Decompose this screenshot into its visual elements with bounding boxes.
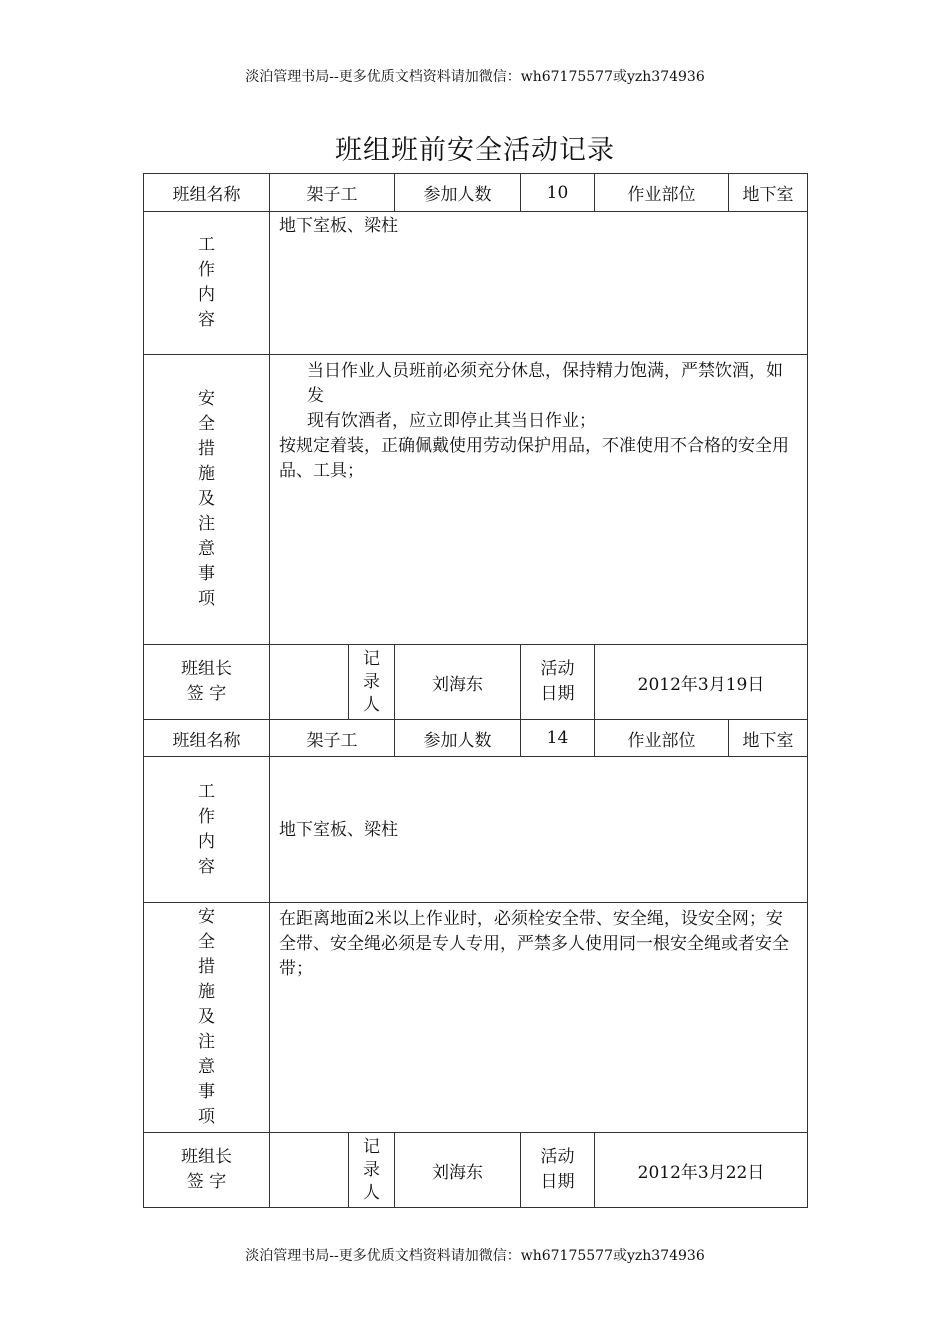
participants-label: 参加人数 (395, 720, 521, 757)
page-title: 班组班前安全活动记录 (335, 135, 615, 166)
activity-date-value: 2012年3月22日 (595, 1133, 808, 1208)
team-name-value: 架子工 (270, 720, 395, 757)
work-location-value: 地下室 (729, 174, 808, 212)
footer-note: 淡泊管理书局--更多优质文档资料请加微信：wh67175577或yzh374936 (245, 1248, 705, 1264)
safety-measures-value (270, 355, 808, 645)
work-content-value: 地下室板、梁柱 (270, 212, 808, 355)
leader-sign-label: 班组长 签 字 (144, 645, 270, 720)
recorder-value: 刘海东 (395, 1133, 521, 1208)
leader-signature-cell (270, 1133, 349, 1208)
work-location-label: 作业部位 (595, 174, 729, 212)
participants-label: 参加人数 (395, 174, 521, 212)
record-1-content-row (144, 212, 808, 355)
work-content-label: 工 作 内 容 (144, 757, 270, 903)
activity-record-table (143, 173, 808, 1208)
work-location-label: 作业部位 (595, 720, 729, 757)
work-content-label: 工 作 内 容 (144, 212, 270, 355)
leader-sign-label: 班组长 签 字 (144, 1133, 270, 1208)
leader-signature-cell (270, 645, 349, 720)
work-location-value: 地下室 (729, 720, 808, 757)
recorder-label: 记 录 人 (349, 1133, 395, 1208)
measure-line: 当日作业人员班前必须充分休息，保持精力饱满，严禁饮酒，如发 (307, 361, 783, 406)
participants-value: 10 (521, 174, 595, 212)
record-2-info-row (144, 720, 808, 757)
record-2-sign-row (144, 1133, 808, 1208)
participants-value: 14 (521, 720, 595, 757)
measure-line: 按规定着装，正确佩戴使用劳动保护用品，不准使用不合格的安全用品、工具； (279, 436, 789, 481)
work-content-value: 地下室板、梁柱 (270, 757, 808, 903)
record-2-content-row (144, 757, 808, 903)
measure-line: 在距离地面2米以上作业时，必须栓安全带、安全绳，设安全网；安全带、安全绳必须是专人专用，严禁多人使用同一根安全绳或者安全带； (279, 909, 789, 979)
activity-date-label: 活动 日期 (521, 645, 595, 720)
activity-date-label: 活动 日期 (521, 1133, 595, 1208)
team-name-label: 班组名称 (144, 720, 270, 757)
recorder-label: 记 录 人 (349, 645, 395, 720)
measure-line: 现有饮酒者，应立即停止其当日作业； (307, 411, 596, 431)
team-name-value: 架子工 (270, 174, 395, 212)
team-name-label: 班组名称 (144, 174, 270, 212)
record-1-sign-row (144, 645, 808, 720)
record-1-measures-row (144, 355, 808, 645)
record-2-measures-row (144, 903, 808, 1133)
header-note: 淡泊管理书局--更多优质文档资料请加微信：wh67175577或yzh374936 (245, 69, 705, 85)
safety-measures-label: 安 全 措 施 及 注 意 事 项 (144, 355, 270, 645)
activity-date-value: 2012年3月19日 (595, 645, 808, 720)
recorder-value: 刘海东 (395, 645, 521, 720)
record-1-info-row (144, 174, 808, 212)
safety-measures-label: 安 全 措 施 及 注 意 事 项 (144, 903, 270, 1133)
safety-measures-value (270, 903, 808, 1133)
